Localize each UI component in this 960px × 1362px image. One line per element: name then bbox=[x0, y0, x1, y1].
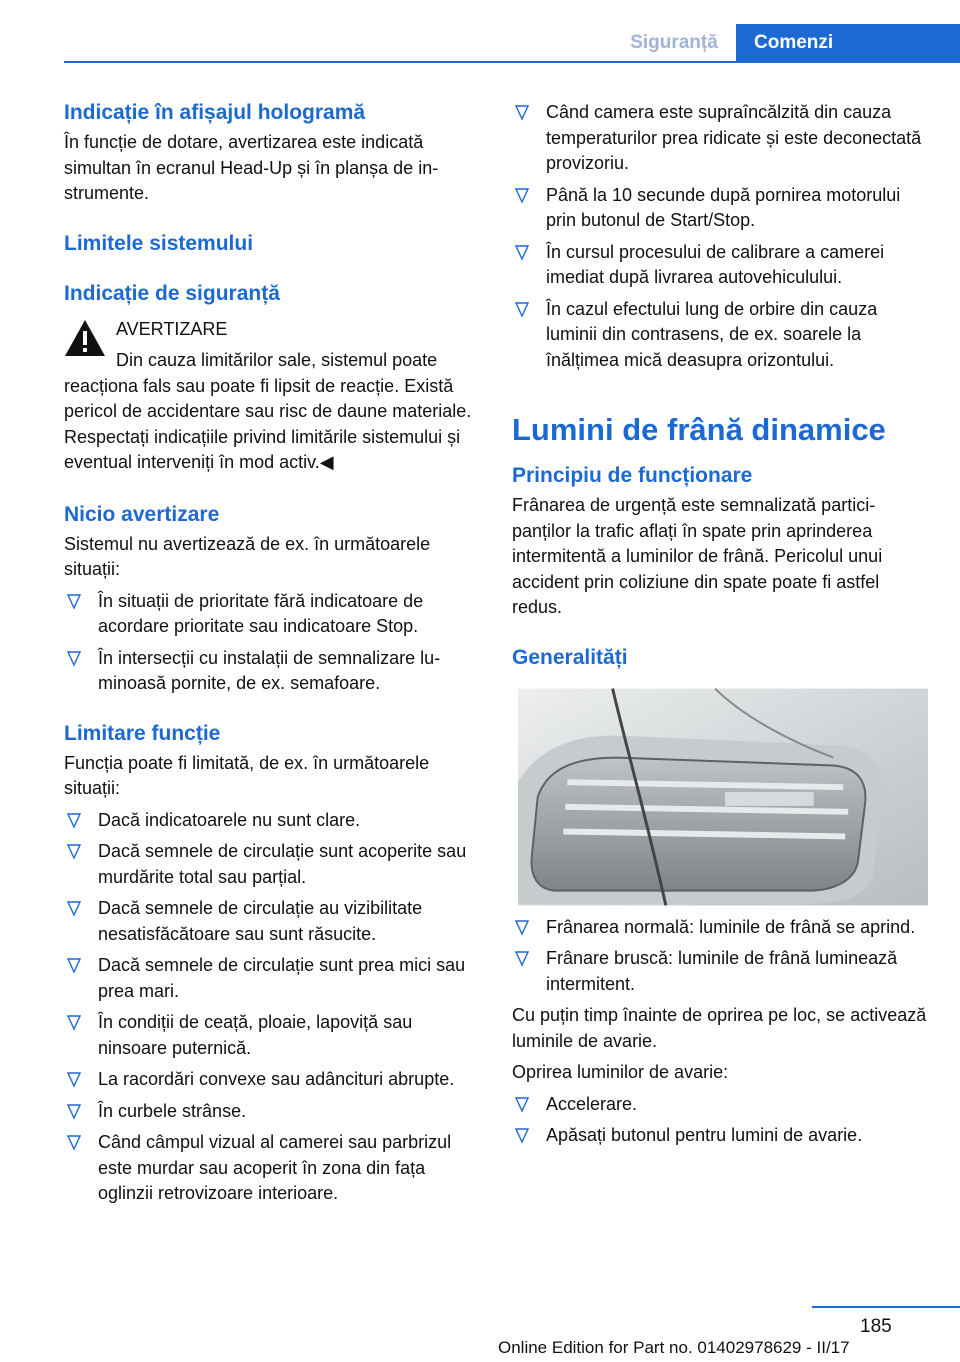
bullet-triangle-icon bbox=[515, 300, 529, 318]
list-item: În cursul procesului de calibrare a camerei imediat după livrarea autovehiculului. bbox=[512, 240, 928, 291]
heading-function-limitation: Limitare funcție bbox=[64, 721, 221, 745]
list-item: Până la 10 secunde după pornirea motorului prin butonul de Start/Stop. bbox=[512, 183, 928, 234]
warning-title: AVERTIZARE bbox=[116, 318, 228, 339]
paragraph-hazard-activation: Cu puțin timp înainte de oprirea pe loc, se activează luminile de avarie. bbox=[512, 1005, 927, 1051]
left-column bbox=[64, 100, 480, 1207]
list-item: Dacă semnele de circulație au vizibilitate nesatisfăcătoare sau sunt răsucite. bbox=[64, 896, 480, 947]
brake-light-illustration bbox=[518, 687, 928, 907]
list-function-limitation bbox=[64, 808, 480, 1207]
warning-triangle-icon bbox=[64, 319, 106, 357]
bullet-triangle-icon bbox=[515, 949, 529, 967]
footer-edition: Online Edition for Part no. 01402978629 - II/17 bbox=[498, 1338, 850, 1357]
list-item: În situații de prioritate fără indicatoare de acordare prioritate sau indicatoare Stop. bbox=[64, 589, 480, 640]
list-item: La racordări convexe sau adâncituri abrupte. bbox=[64, 1067, 480, 1093]
heading-no-warning: Nicio avertizare bbox=[64, 502, 220, 526]
bullet-triangle-icon bbox=[67, 1133, 81, 1151]
bullet-triangle-icon bbox=[515, 243, 529, 261]
paragraph-hazard-deactivation: Oprirea luminilor de avarie: bbox=[512, 1062, 729, 1082]
header-tab-siguranta[interactable]: Siguranță bbox=[630, 32, 718, 53]
list-item: În cazul efectului lung de orbire din cauza luminii din contrasens, de ex. soarele la înălțimea mică deasupra orizontului. bbox=[512, 297, 928, 374]
bullet-triangle-icon bbox=[515, 1095, 529, 1113]
list-hazard-deactivation bbox=[512, 1092, 928, 1149]
list-item: În intersecții cu instalații de semnalizare luminoasă pornite, de ex. semafoare. bbox=[64, 646, 480, 697]
footer-rule bbox=[812, 1306, 960, 1308]
page-number: 185 bbox=[860, 1316, 892, 1337]
list-item: Frânarea normală: luminile de frână se aprind. bbox=[512, 915, 928, 941]
list-item: În condiții de ceață, ploaie, lapoviță sau ninsoare puternică. bbox=[64, 1010, 480, 1061]
bullet-triangle-icon bbox=[515, 186, 529, 204]
list-brake-behaviour bbox=[512, 915, 928, 998]
list-item: Dacă semnele de circulație sunt acoperite sau murdărite total sau parțial. bbox=[64, 839, 480, 890]
list-item: Când câmpul vizual al camerei sau parbrizul este murdar sau acoperit în zona din fața oglinzii retrovizoare interioare. bbox=[64, 1130, 480, 1207]
header-tab-comenzi[interactable]: Comenzi bbox=[736, 24, 960, 62]
bullet-triangle-icon bbox=[67, 592, 81, 610]
warning-block bbox=[64, 317, 480, 476]
bullet-triangle-icon bbox=[67, 1013, 81, 1031]
bullet-triangle-icon bbox=[67, 649, 81, 667]
page-header bbox=[0, 0, 960, 62]
list-item: În curbele strânse. bbox=[64, 1099, 480, 1125]
bullet-triangle-icon bbox=[67, 1102, 81, 1120]
list-item: Frânare bruscă: luminile de frână luminează intermitent. bbox=[512, 946, 928, 997]
bullet-triangle-icon bbox=[67, 811, 81, 829]
warning-text: Din cauza limitărilor sale, sistemul poate reacționa fals sau poate fi lipsit de reacție. Există pericol de accidentare sau risc de daune materiale. Respectați indicațiile privind limitările sistemului și eventual interveniți în mod activ.◀ bbox=[64, 350, 472, 472]
list-item: Dacă semnele de circulație sunt prea mici sau prea mari. bbox=[64, 953, 480, 1004]
paragraph-function-limitation: Funcția poate fi limitată, de ex. în următoarele situații: bbox=[64, 752, 430, 798]
list-camera-limits bbox=[512, 100, 928, 373]
heading-hologram-display: Indicație în afișajul hologramă bbox=[64, 101, 366, 124]
heading-system-limits: Limitele sistemului bbox=[64, 231, 254, 255]
list-item: Apăsați butonul pentru lumini de avarie. bbox=[512, 1123, 928, 1149]
bullet-triangle-icon bbox=[67, 1070, 81, 1088]
paragraph-hologram-display: În funcție de dotare, avertizarea este indicată simultan în ecranul Head-Up și în planșa de instrumente. bbox=[64, 132, 439, 203]
bullet-triangle-icon bbox=[515, 918, 529, 936]
bullet-triangle-icon bbox=[515, 103, 529, 121]
bullet-triangle-icon bbox=[67, 956, 81, 974]
bullet-triangle-icon bbox=[67, 899, 81, 917]
heading-safety-notice: Indicație de siguranță bbox=[64, 281, 280, 305]
bullet-triangle-icon bbox=[515, 1126, 529, 1144]
header-rule bbox=[64, 61, 960, 63]
list-item: Dacă indicatoarele nu sunt clare. bbox=[64, 808, 480, 834]
heading-general: Generalități bbox=[512, 645, 628, 669]
list-item: Accelerare. bbox=[512, 1092, 928, 1118]
list-item: Când camera este supraîncălzită din cauza temperaturilor prea ridicate și este deconectată provizoriu. bbox=[512, 100, 928, 177]
right-column bbox=[512, 100, 928, 1149]
bullet-triangle-icon bbox=[67, 842, 81, 860]
chapter-title-dynamic-brake-lights: Lumini de frână dinamice bbox=[512, 412, 886, 447]
heading-operating-principle: Principiu de funcționare bbox=[512, 464, 753, 487]
list-no-warning bbox=[64, 589, 480, 697]
paragraph-no-warning: Sistemul nu avertizează de ex. în următoarele situații: bbox=[64, 533, 431, 579]
paragraph-operating-principle: Frânarea de urgență este semnalizată participanților la trafic aflați în spate prin aprinderea intermitentă a luminilor de frână. Pericolul unui accident prin coliziune din spate poate fi astfel redus. bbox=[512, 495, 883, 617]
